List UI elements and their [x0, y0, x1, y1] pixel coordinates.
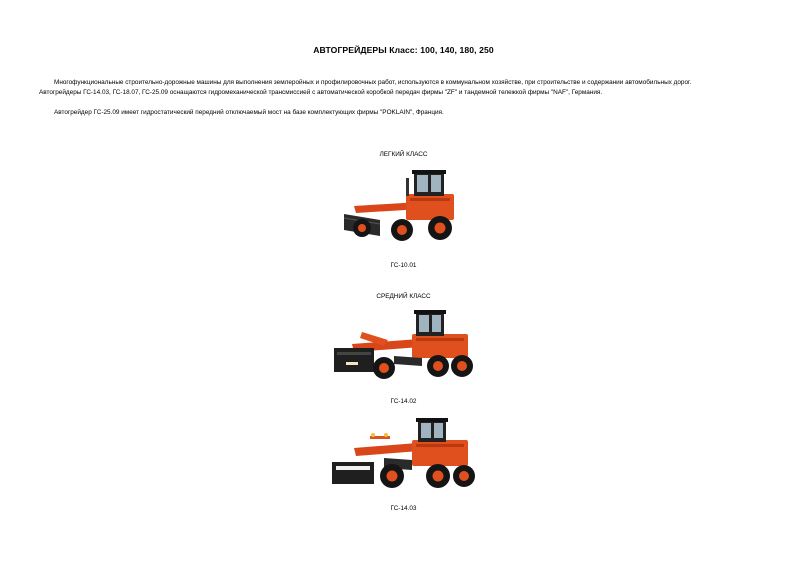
caption-gs-14-02: ГС-14.02 — [390, 398, 417, 405]
caption-gs-14-03: ГС-14.03 — [390, 505, 417, 512]
grader-gs-14-02-image — [332, 310, 476, 386]
caption-gs-10-01: ГС-10.01 — [390, 262, 417, 269]
intro-line-2: Автогрейдеры ГС-14.03, ГС-18.07, ГС-25.09 оснащаются гидромеханической трансмиссией с автоматической коробкой передач фирмы "ZF" и тандемной тележкой фирмы "NAF", Германия. — [39, 89, 603, 96]
motor-grader-icon — [332, 310, 476, 386]
grader-gs-10-01-image — [340, 166, 468, 250]
section-label-light: ЛЕГКИЙ КЛАСС — [379, 151, 428, 158]
poklain-text: Автогрейдер ГС-25.09 имеет гидростатический передний отключаемый мост на базе комплектующих фирмы "POKLAIN", Франция. — [54, 109, 444, 116]
section-label-medium: СРЕДНИЙ КЛАСС — [376, 293, 431, 300]
motor-grader-icon — [330, 418, 476, 498]
intro-paragraph — [39, 78, 779, 98]
motor-grader-icon — [340, 166, 468, 250]
page-title: АВТОГРЕЙДЕРЫ Класс: 100, 140, 180, 250 — [313, 45, 494, 55]
grader-gs-14-03-image — [330, 418, 476, 498]
poklain-paragraph — [39, 108, 779, 118]
intro-line-1: Многофункциональные строительно-дорожные машины для выполнения землеройных и профилировочных работ, используются в коммунальном хозяйстве, при строительстве и содержании автомобильных дорог. — [54, 79, 692, 86]
